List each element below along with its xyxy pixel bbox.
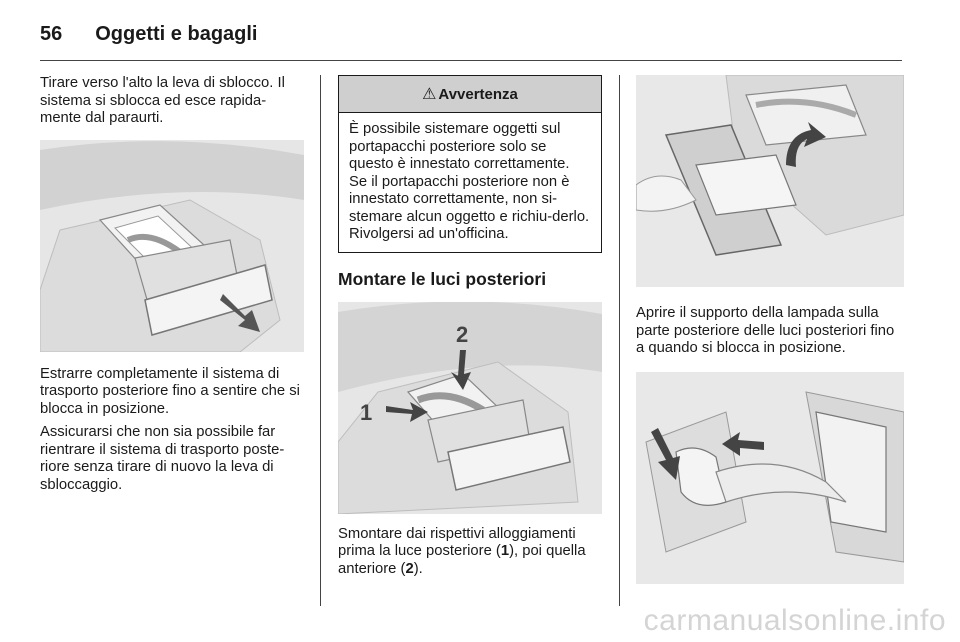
illustration-open-lamp-support bbox=[636, 75, 904, 287]
column-divider-2 bbox=[619, 75, 620, 606]
section-title: Montare le luci posteriori bbox=[338, 268, 547, 289]
warning-title: Avvertenza bbox=[438, 85, 518, 103]
column-2 bbox=[338, 75, 602, 578]
check-paragraph: Assicurarsi che non sia possibile far rientrare il sistema di trasporto poste-riore senza tirare di nuovo la leva di sbloccaggio. bbox=[40, 424, 285, 493]
column-3 bbox=[636, 75, 904, 584]
illustration-remove-lights bbox=[338, 302, 602, 514]
illustration-bike-carrier-extended bbox=[40, 140, 304, 352]
page-header bbox=[40, 16, 258, 52]
warning-box bbox=[338, 75, 602, 253]
intro-paragraph: Tirare verso l'alto la leva di sblocco. Il sistema si sblocca ed esce rapida-mente dal paraurti. bbox=[40, 75, 285, 126]
caption-part-2: ), poi quella anteriore ( bbox=[338, 543, 586, 577]
callout-2: 2 bbox=[456, 321, 469, 347]
open-support-paragraph: Aprire il supporto della lampada sulla parte posteriore delle luci posteriori fino a quando si blocca in posizione. bbox=[636, 305, 895, 356]
watermark: carmanualsonline.info bbox=[643, 604, 946, 637]
header-divider bbox=[40, 60, 902, 61]
page-number: 56 bbox=[40, 22, 63, 45]
illustration-lamp-support-locked bbox=[636, 372, 904, 584]
caption-ref-1: 1 bbox=[500, 543, 510, 559]
caption-part-1: Smontare dai rispettivi alloggiamenti prima la luce posteriore ( bbox=[338, 525, 576, 559]
chapter-title: Oggetti e bagagli bbox=[95, 22, 258, 45]
warning-header bbox=[339, 76, 601, 113]
remove-lights-caption bbox=[338, 526, 602, 579]
callout-1: 1 bbox=[360, 399, 373, 425]
column-1 bbox=[40, 75, 304, 494]
caption-part-3: ). bbox=[413, 560, 423, 577]
caption-ref-2: 2 bbox=[405, 560, 414, 577]
column-divider-1 bbox=[320, 75, 321, 606]
warning-body: È possibile sistemare oggetti sul portapacchi posteriore solo se questo è innestato correttamente. Se il portapacchi posteriore non è innestato correttamente, non si-stemare alcun oggetto e richiu-derlo. Rivolgersi ad un'officina. bbox=[349, 121, 590, 242]
pull-out-paragraph: Estrarre completamente il sistema di trasporto posteriore fino a sentire che si blocca in posizione. bbox=[40, 365, 300, 417]
warning-triangle-icon: ⚠ bbox=[422, 86, 437, 103]
